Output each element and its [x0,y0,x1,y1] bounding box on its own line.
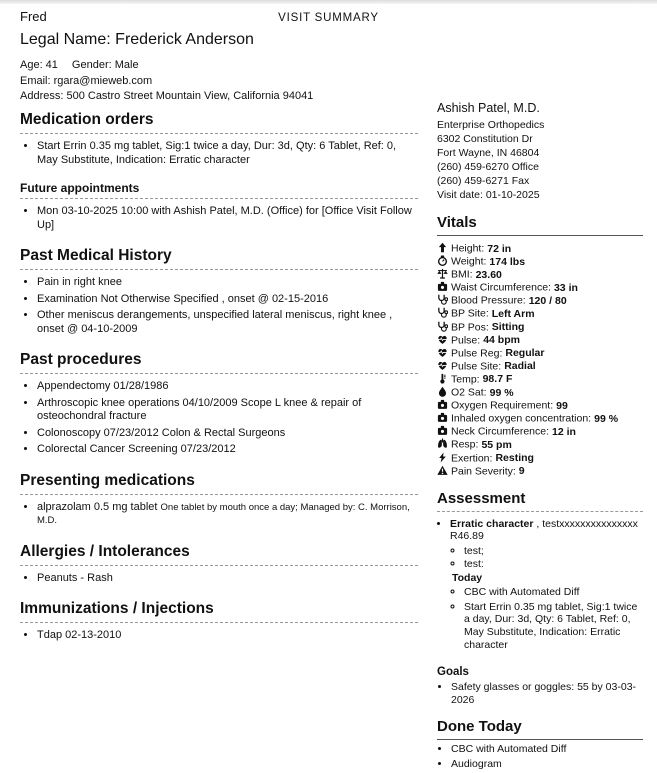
medication-name: alprazolam 0.5 mg tablet [37,500,158,513]
history-item: • Pain in right knee [37,276,418,290]
section-done-today-title: Done Today [437,718,643,740]
patient-legal-name: Legal Name: Frederick Anderson [20,31,254,48]
vital-bp-pos [437,321,643,334]
vital-value: Sitting [491,321,525,334]
future-appointments-list [20,205,418,232]
vital-value: Left Arm [491,307,535,320]
vital-value: 98.7 F [482,373,513,386]
vital-label: Weight: [451,255,487,268]
section-assessment-title: Assessment [437,490,643,512]
allergies-list [20,572,418,586]
assessment-today-list [450,586,643,652]
heart-pulse-icon [437,334,448,345]
section-goals-title: Goals [437,665,469,678]
vital-value: 12 in [552,425,576,438]
heart-pulse-icon [437,347,448,358]
past-medical-history-list [20,276,418,336]
vital-resp [437,438,643,451]
left-column [20,111,418,646]
vital-label: Pulse: [451,334,481,347]
done-today-item: • Audiogram [451,758,643,771]
vital-value: 55 pm [481,438,512,451]
stethoscope-icon [437,307,448,318]
provider-phone: (260) 459-6270 Office [437,161,539,173]
vital-label: O2 Sat: [451,386,487,399]
vital-value: Regular [505,347,545,360]
page-title: VISIT SUMMARY [278,12,379,24]
history-item: • Examination Not Otherwise Specified , onset @ 02-15-2016 [37,293,418,307]
vital-label: Exertion: [451,452,493,464]
thermometer-icon [437,373,448,384]
assessment-diagnosis: Erratic character [450,517,534,530]
vital-waist-circumference [437,281,643,294]
vital-weight [437,255,643,268]
section-immunizations-title: Immunizations / Injections [20,600,418,623]
vital-blood-pressure [437,294,643,307]
tape-measure-icon [437,399,448,410]
vital-label: Height: [451,242,485,255]
patient-first-name: Fred [20,9,47,24]
vital-label: Pulse Reg: [451,347,503,360]
warning-triangle-icon [437,465,448,476]
immunization-item: • Tdap 02-13-2010 [37,629,418,643]
arrow-up-icon [437,242,448,253]
vital-height [437,242,643,255]
vital-label: Neck Circumference: [451,425,550,438]
vital-pulse-reg [437,347,643,360]
appointment-item: • Mon 03-10-2025 10:00 with Ashish Patel, M.D. (Office) for [Office Visit Follow Up] [37,205,418,232]
heart-pulse-icon [437,360,448,371]
vital-label: Pain Severity: [451,465,516,478]
goals-list [437,681,643,707]
procedure-item: • Colonoscopy 07/23/2012 Colon & Rectal Surgeons [37,427,418,441]
vital-value: 9 [518,465,525,478]
vitals-list [437,242,643,478]
patient-age: Age: 41 [20,59,58,71]
tape-measure-icon [437,281,448,292]
section-allergies-title: Allergies / Intolerances [20,543,418,566]
section-future-appointments-title: Future appointments [20,181,418,199]
patient-gender: Gender: Male [71,59,139,71]
vital-pain-severity [437,465,643,478]
provider-block [437,101,643,202]
vital-value: 120 / 80 [528,294,567,307]
medication-order-item: • Start Errin 0.35 mg tablet, Sig:1 twice a day, Dur: 3d, Qty: 6 Tablet, Ref: 0, May Substitute, Indication: Erratic character [37,140,418,167]
balance-scale-icon [437,268,448,279]
assessment-today-item: ◦ CBC with Automated Diff [464,586,643,599]
vital-label: Oxygen Requirement: [451,399,554,412]
lungs-icon [437,438,448,449]
window-top-edge [0,0,657,4]
patient-email: Email: rgara@mieweb.com [20,74,153,87]
section-presenting-medications-title: Presenting medications [20,472,418,495]
assessment-sub-list [450,545,643,571]
assessment-list [437,518,643,652]
vital-pulse-site [437,360,643,373]
section-past-medical-history-title: Past Medical History [20,247,418,270]
assessment-sub-item: ◦ test: [464,558,643,571]
vital-value: 72 in [487,242,512,255]
vital-bmi [437,268,643,281]
stethoscope-icon [437,294,448,305]
provider-name: Ashish Patel, M.D. [437,101,540,115]
vital-value: 33 in [553,281,578,294]
medication-orders-list [20,140,418,167]
section-medication-orders-title: Medication orders [20,111,418,134]
vital-label: Waist Circumference: [451,281,551,294]
vital-value: 44 bpm [483,334,520,347]
procedure-item: • Arthroscopic knee operations 04/10/2009 Scope L knee & repair of osteochondral fracture [37,397,418,424]
assessment-sub-item: ◦ test; [464,545,643,558]
vital-value: 99 % [489,386,514,399]
patient-address: Address: 500 Castro Street Mountain View, California 94041 [20,90,314,102]
assessment-today-label: Today [452,571,483,584]
presenting-medication-item [37,501,418,528]
assessment-today-item: ◦ Start Errin 0.35 mg tablet, Sig:1 twice a day, Dur: 3d, Qty: 6 Tablet, Ref: 0, May Substitute, Indication: Erratic character [464,601,643,652]
vital-exertion [437,452,643,465]
goal-item: • Safety glasses or goggles: 55 by 03-03-2026 [451,681,643,707]
provider-practice: Enterprise Orthopedics [437,119,545,131]
vital-label: Inhaled oxygen concentration: [451,412,592,425]
weight-scale-icon [437,255,448,266]
done-today-list [437,743,643,771]
history-item: • Other meniscus derangements, unspecified lateral meniscus, right knee , onset @ 04-10-2009 [37,309,418,336]
droplet-icon [437,386,448,397]
presenting-medications-list [20,501,418,528]
assessment-item [450,518,643,652]
vital-label: BP Pos: [451,321,489,334]
vital-label: Blood Pressure: [451,294,526,307]
procedure-item: • Appendectomy 01/28/1986 [37,380,418,394]
vital-label: BP Site: [451,307,489,320]
vital-value: 174 lbs [489,255,526,268]
vital-inhaled-oxygen [437,412,643,425]
assessment-diagnosis-detail: , testxxxxxxxxxxxxxxx R46.89 [450,517,638,543]
vital-label: Resp: [451,438,479,451]
provider-fax: (260) 459-6271 Fax [437,175,530,187]
vital-pulse [437,334,643,347]
provider-address-line1: 6302 Constitution Dr [437,133,533,145]
vital-value: 99 [556,399,568,412]
lightning-bolt-icon [437,452,448,463]
vital-label: Temp: [451,373,480,386]
vital-value: 23.60 [475,268,502,281]
medication-detail: One tablet by mouth once a day; Managed by: C. Morrison, M.D. [37,501,410,526]
vital-o2-sat [437,386,643,399]
vital-bp-site [437,307,643,320]
vital-temp [437,373,643,386]
tape-measure-icon [437,412,448,423]
done-today-item: • CBC with Automated Diff [451,743,643,756]
provider-address-line2: Fort Wayne, IN 46804 [437,147,540,159]
immunizations-list [20,629,418,643]
section-vitals-title: Vitals [437,214,643,236]
vital-label: Pulse Site: [451,360,502,373]
allergy-item: • Peanuts - Rash [37,572,418,586]
past-procedures-list [20,380,418,457]
vital-value: Resting [495,452,534,464]
visit-date: Visit date: 01-10-2025 [437,189,540,201]
vital-value: 99 % [594,412,619,425]
vital-neck-circumference [437,425,643,438]
patient-age-gender [20,58,420,74]
vital-label: BMI: [451,268,473,281]
vital-oxygen-requirement [437,399,643,412]
right-column [437,101,643,773]
vital-value: Radial [504,360,536,373]
patient-header [20,9,420,105]
stethoscope-icon [437,321,448,332]
procedure-item: • Colorectal Cancer Screening 07/23/2012 [37,443,418,457]
section-past-procedures-title: Past procedures [20,351,418,374]
tape-measure-icon [437,425,448,436]
